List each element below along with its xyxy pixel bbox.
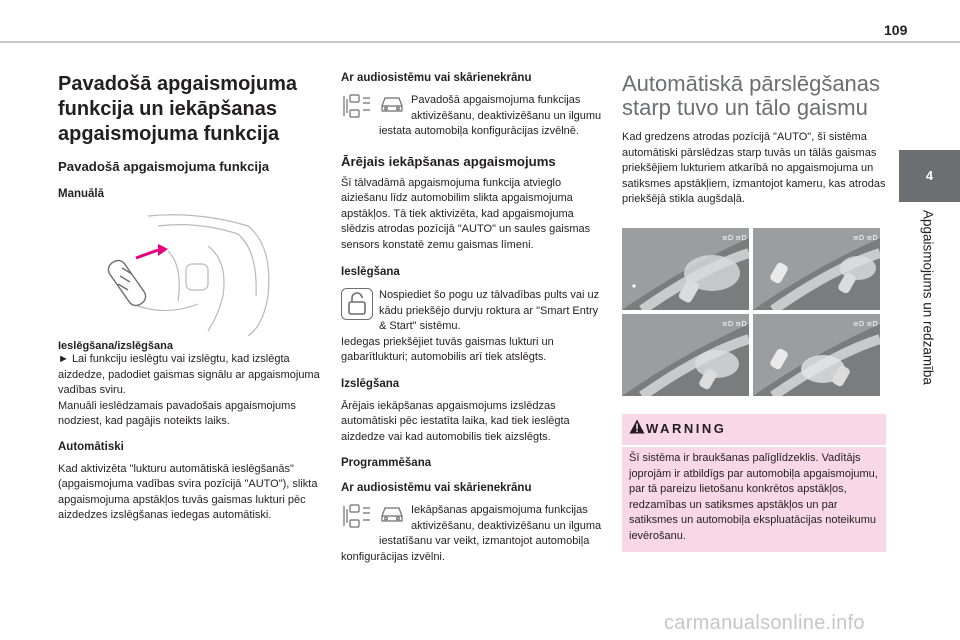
- onoff-text: ► Lai funkciju ieslēgtu vai izslēgtu, kad izslēgta aizdedze, padodiet gaismas signālu ar apgaismojuma vadības sviru.: [58, 353, 320, 396]
- onoff-heading: Ieslēgšana/izslēgšana: [58, 340, 173, 352]
- warning-body: [629, 451, 879, 544]
- section-title: Pavadošā apgaismojuma funkcija un iekāpšanas apgaismojuma funkcija: [58, 73, 297, 145]
- auto-beam-title: Automātiskā pārslēgšanas starp tuvo un tālo gaismu: [622, 71, 881, 120]
- exterior-heading: Ārējais iekāpšanas apgaismojums: [341, 153, 556, 169]
- audio-block: [341, 93, 606, 140]
- column-3: [622, 72, 888, 208]
- prog-block: [341, 503, 606, 565]
- warning-text: Šī sistēma ir braukšanas palīglīdzeklis. Vadītājs joprojām ir atbildīgs par automobiļa apgaismojumu, par tā pareizu lietošanu konkrētos apstākļos, redzamības un satiksmes apstākļos un par satiksmes un automobiļa ekspluatācijas noteikumu ievērošanu.: [629, 452, 878, 542]
- watermark: carmanualsonline.info: [664, 612, 865, 634]
- auto-text: Kad aktivizēta "lukturu automātiskā ieslēgšanās" (apgaismojuma vadības svira pozīcijā "AUTO"), slikta apgaismojuma apstākļos tuvās gaismas lukturi pēc aizdedzes izslēgšanas iedegas automātiski.: [58, 462, 318, 521]
- car-icon: [379, 93, 405, 120]
- on-heading: Ieslēgšana: [341, 266, 400, 278]
- panel-bottom-right: [753, 314, 880, 396]
- off-heading: Izslēgšana: [341, 377, 400, 390]
- steering-wheel-illustration: [58, 206, 324, 336]
- audio-text: Pavadošā apgaismojuma funkcijas aktivizēšanu, deaktivizēšanu un ilgumu iestata automobiļa konfigurācijas izvēlnē.: [379, 94, 602, 137]
- prog-audio-heading: Ar audiosistēmu vai skārienekrānu: [341, 482, 532, 494]
- audio-heading: Ar audiosistēmu vai skārienekrānu: [341, 72, 532, 84]
- auto-heading: Automātiski: [58, 440, 124, 453]
- chapter-tab[interactable]: 4: [899, 150, 960, 202]
- column-1: [58, 72, 324, 524]
- onoff-text-2: Manuāli ieslēdzamais pavadošais apgaismojums nodziest, kad pagājis noteikts laiks.: [58, 399, 296, 427]
- programming-heading: Programmēšana: [341, 457, 432, 469]
- svg-text:≡D ≡D: ≡D ≡D: [853, 234, 878, 242]
- subsection-title: Pavadošā apgaismojuma funkcija: [58, 159, 270, 174]
- exterior-text: Šī tālvadāmā apgaismojuma funkcija atvieglo aiziešanu līdz automobilim slikta apgaismojuma apstākļos. Tā tiek aktivizēta, kad apgaismojuma slēdzis atrodas pozīcijā "AUTO" un saules gaismas sensors konstatē zemu gaismas līmeni.: [341, 176, 591, 251]
- on-block: [341, 288, 606, 335]
- car-icon: [379, 503, 405, 530]
- chapter-title: Apgaismojums un redzamība: [920, 210, 936, 385]
- steering-stalk-icon: [58, 206, 324, 336]
- svg-text:≡D ≡D: ≡D ≡D: [722, 234, 747, 242]
- warning-triangle-icon: [629, 419, 645, 439]
- panel-bottom-left: [622, 314, 749, 396]
- column-2: [341, 72, 606, 565]
- prog-text: Iekāpšanas apgaismojuma funkcijas aktivizēšanu, deaktivizēšanu un ilguma iestatīšanu var veikt, izmantojot automobiļa konfigurācijas izvēlni.: [341, 504, 602, 563]
- touchscreen-icon: [341, 503, 373, 536]
- manual-heading: Manuālā: [58, 188, 105, 200]
- off-text: Ārējais iekāpšanas apgaismojums izslēdzas automātiski pēc iestatīta laika, kad tiek ieslēgta aizdedze vai kad automobilis tiek aizslēgts.: [341, 399, 570, 443]
- padlock-icon: [341, 288, 373, 325]
- on-text-2: Iedegas priekšējiet tuvās gaismas lukturi un gabarītlukturi; automobilis arī tiek atslēgts.: [341, 335, 554, 363]
- page-number: 109: [884, 22, 908, 38]
- panel-top-left: [622, 228, 749, 310]
- header-rule: [0, 41, 960, 43]
- svg-text:≡D ≡D: ≡D ≡D: [853, 320, 878, 328]
- touchscreen-icon: [341, 93, 373, 126]
- panel-top-right: [753, 228, 880, 310]
- warning-title: WARNING: [646, 421, 727, 436]
- svg-text:≡D ≡D: ≡D ≡D: [722, 320, 747, 328]
- on-text: Nospiediet šo pogu uz tālvadības pults vai uz kādu priekšējo durvju roktura ar "Smart Entry & Start" sistēmu.: [379, 289, 600, 332]
- auto-beam-intro: Kad gredzens atrodas pozīcijā "AUTO", šī sistēma automātiski pārslēdzas starp tuvās un tālās gaismas priekšējiem lukturiem atkarībā no apgaismojuma un satiksmes apstākļiem, izmantojot kameru, kas atrodas priekšējā stikla augšdaļā.: [622, 131, 886, 205]
